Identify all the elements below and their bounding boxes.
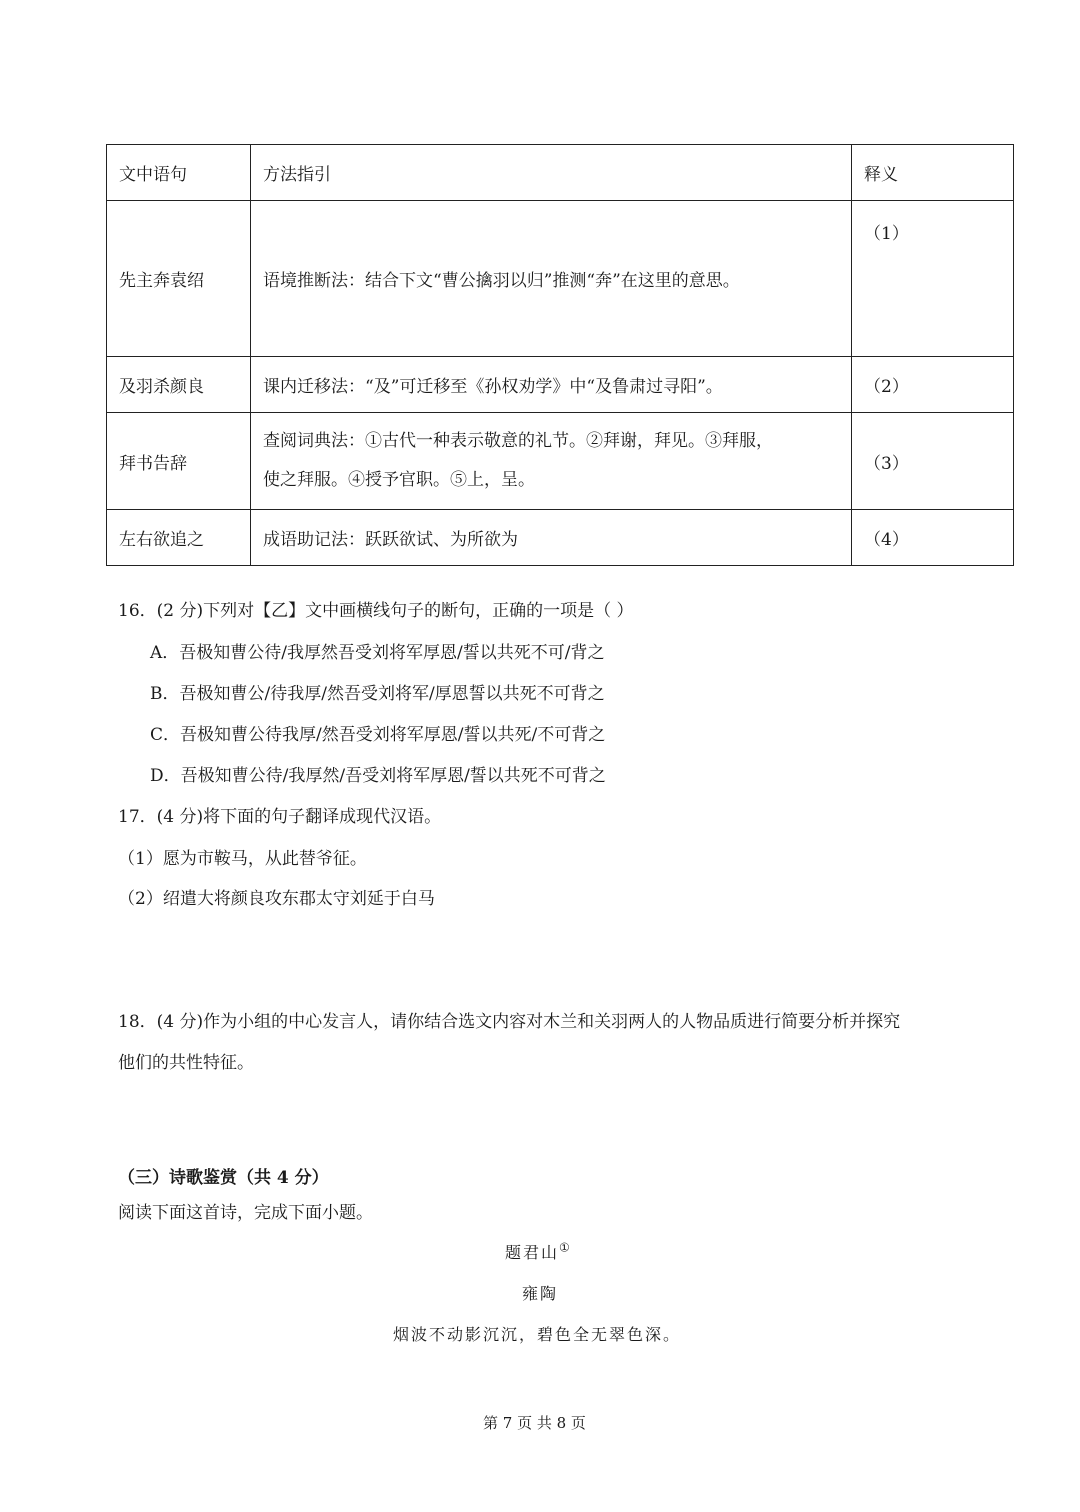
question-16-option-c: C．吾极知曹公待我厚/然吾受刘将军厚恩/誓以共死/不可背之: [150, 725, 606, 745]
question-17-stem: 17．(4 分)将下面的句子翻译成现代汉语。: [118, 807, 442, 827]
row-method-line1: 查阅词典法：①古代一种表示敬意的礼节。②拜谢，拜见。③拜服，: [263, 431, 773, 451]
poem-title: [505, 1240, 572, 1263]
question-18-line2: 他们的共性特征。: [118, 1053, 254, 1073]
section-3-heading: （三）诗歌鉴赏（共 4 分）: [118, 1168, 329, 1188]
row-answer: （4）: [852, 510, 1014, 566]
row-sentence: 拜书告辞: [107, 413, 251, 510]
row-method: 语境推断法：结合下文“曹公擒羽以归”推测“奔”在这里的意思。: [251, 201, 852, 357]
row-method: 课内迁移法：“及”可迁移至《孙权劝学》中“及鲁肃过寻阳”。: [251, 357, 852, 413]
row-sentence: 先主奔袁绍: [107, 201, 251, 357]
row-sentence: 及羽杀颜良: [107, 357, 251, 413]
vocabulary-table: [106, 144, 1014, 566]
row-method: 成语助记法：跃跃欲试、为所欲为: [251, 510, 852, 566]
question-16-option-a: A．吾极知曹公待/我厚然吾受刘将军厚恩/誓以共死不可/背之: [150, 643, 605, 663]
question-17-item-2: （2）绍遣大将颜良攻东郡太守刘延于白马: [118, 889, 435, 909]
row-method-line2: 使之拜服。④授予官职。⑤上，呈。: [263, 470, 535, 490]
row-sentence: 左右欲追之: [107, 510, 251, 566]
poem-line-1: 烟波不动影沉沉，碧色全无翠色深。: [393, 1325, 682, 1344]
question-17-item-1: （1）愿为市鞍马，从此替爷征。: [118, 849, 367, 869]
row-method: [251, 413, 852, 510]
header-meaning: 释义: [852, 145, 1014, 201]
table-row: [107, 510, 1014, 566]
poem-title-text: 题君山: [505, 1243, 560, 1262]
question-18-line1: 18．(4 分)作为小组的中心发言人，请你结合选文内容对木兰和关羽两人的人物品质进行简要分析并探究: [118, 1012, 901, 1032]
page-footer: 第 7 页 共 8 页: [483, 1414, 586, 1432]
row-answer: （3）: [852, 413, 1014, 510]
table-header-row: [107, 145, 1014, 201]
section-3-instruction: 阅读下面这首诗，完成下面小题。: [118, 1203, 373, 1223]
table-row: [107, 201, 1014, 357]
header-sentence: 文中语句: [107, 145, 251, 201]
table-row: [107, 357, 1014, 413]
question-16-stem: 16．(2 分)下列对【乙】文中画横线句子的断句，正确的一项是（ ）: [118, 601, 634, 621]
poem-note-marker: ①: [559, 1240, 572, 1255]
row-answer: （1）: [852, 201, 1014, 357]
question-16-option-b: B．吾极知曹公/待我厚/然吾受刘将军/厚恩誓以共死不可背之: [150, 684, 605, 704]
table-row: [107, 413, 1014, 510]
question-16-option-d: D．吾极知曹公待/我厚然/吾受刘将军厚恩/誓以共死不可背之: [150, 766, 606, 786]
header-method: 方法指引: [251, 145, 852, 201]
row-answer: （2）: [852, 357, 1014, 413]
poem-author: 雍陶: [522, 1284, 559, 1303]
